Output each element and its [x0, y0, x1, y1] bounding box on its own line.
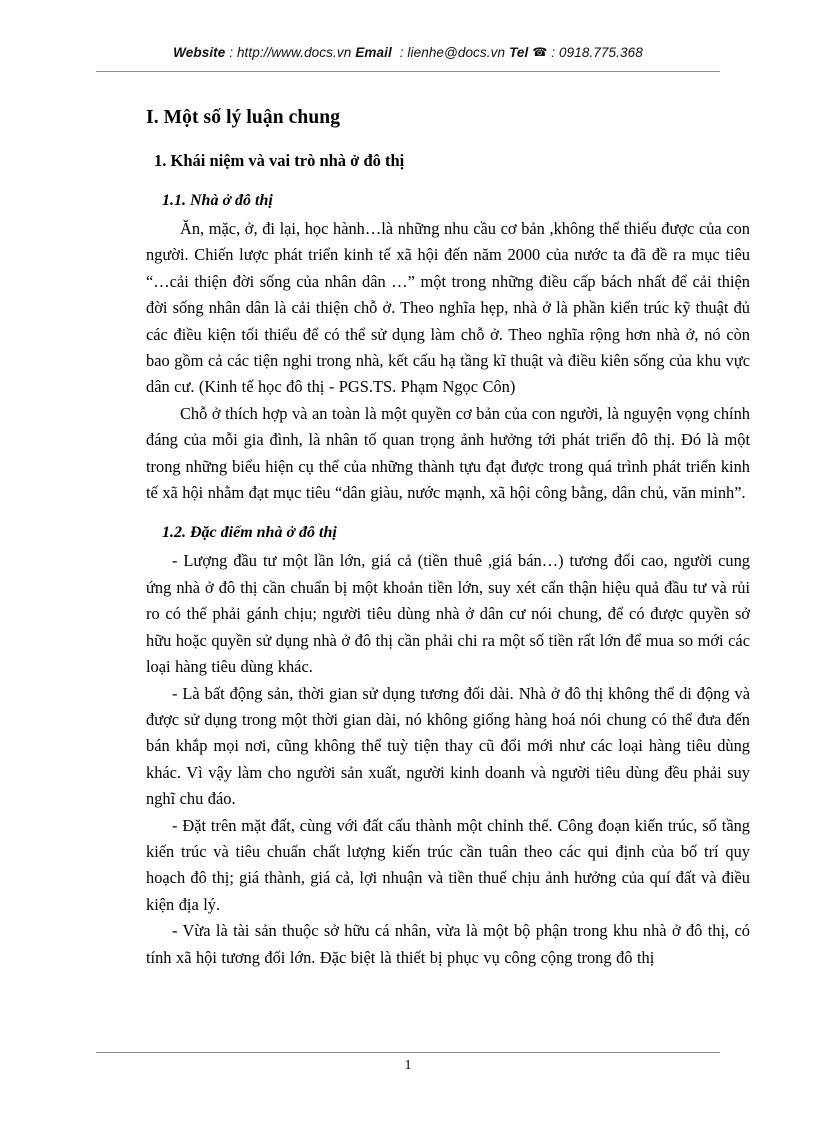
document-body	[146, 104, 750, 971]
header-website-url: http://www.docs.vn	[236, 45, 352, 60]
paragraph-2: Chỗ ở thích hợp và an toàn là một quyền cơ bản của con người, là nguyện vọng chính đáng của mỗi gia đình, là nhân tố quan trọng ảnh hưởng tới phát triển đô thị. Đó là một trong những biểu hiện cụ thể của những thành tựu đạt được trong quá trình phát triển kinh tế xã hội nhằm đạt mục tiêu “dân giàu, nước mạnh, xã hội công bằng, dân chủ, văn minh”.	[146, 403, 750, 503]
header-email-separator: :	[395, 45, 408, 60]
header-website-label: Website	[173, 45, 226, 60]
heading-1: 1. Khái niệm và vai trò nhà ở đô thị	[154, 151, 405, 170]
running-header	[96, 44, 720, 62]
header-tel-separator: :	[547, 45, 560, 60]
page-title: I. Một số lý luận chung	[146, 107, 341, 128]
paragraph-1: Ăn, mặc, ở, đi lại, học hành…là những nhu cầu cơ bản ,không thể thiếu được của con người. Chiến lược phát triển kinh tế xã hội đến năm 2000 của nước ta đã đề ra mục tiêu “…cải thiện đời sống của nhân dân …” một trong những điều cấp bách nhất để cải thiện đời sống nhân dân là cải thiện chỗ ở. Theo nghĩa hẹp, nhà ở là phần kiến trúc kỹ thuật đủ các điều kiện tối thiểu để có thể sử dụng làm chỗ ở. Theo nghĩa rộng hơn nhà ở, nó còn bao gồm cả các tiện nghi trong nhà, kết cấu hạ tầng kĩ thuật và điều kiên sống của khu vực dân cư. (Kinh tế học đô thị - PGS.TS. Phạm Ngọc Côn)	[146, 219, 750, 397]
paragraph-3: - Lượng đầu tư một lần lớn, giá cả (tiền thuê ,giá bán…) tương đối cao, người cung ứng nhà ở đô thị cần chuẩn bị một khoản tiền lớn, suy xét cẩn thận hiệu quả đầu tư và rủi ro có thể phải gánh chịu; người tiêu dùng nhà ở dân cư nói chung, để có được quyền sở hữu hoặc quyền sử dụng nhà ở đô thị cần phải chi ra một số tiền rất lớn để mua so mới các loại hàng tiêu dùng khác.	[146, 551, 750, 677]
heading-1-2: 1.2. Đặc điểm nhà ở đô thị	[162, 524, 337, 542]
telephone-icon: ☎	[532, 45, 548, 59]
header-email-value: lienhe@docs.vn	[407, 45, 506, 60]
paragraph-6: - Vừa là tài sản thuộc sở hữu cá nhân, vừa là một bộ phận trong khu nhà ở đô thị, có tính xã hội tương đối lớn. Đặc biệt là thiết bị phục vụ công cộng trong đô thị	[146, 921, 750, 967]
page-number: 1	[404, 1058, 412, 1073]
header-website-separator: :	[225, 45, 237, 60]
paragraph-4: - Là bất động sản, thời gian sử dụng tương đối dài. Nhà ở đô thị không thể di động và được sử dụng trong một thời gian dài, nó không giống hàng hoá nói chung có thể đưa đến bán khắp mọi nơi, cũng không thể tuỳ tiện thay cũ đổi mới như các loại hàng tiêu dùng khác. Vì vậy làm cho người sản xuất, người kinh doanh và người tiêu dùng đều phải suy nghĩ chu đáo.	[146, 683, 750, 809]
footer-divider	[96, 1052, 720, 1053]
paragraph-5: - Đặt trên mặt đất, cùng với đất cấu thành một chỉnh thể. Công đoạn kiến trúc, số tầng kiến trúc và tiêu chuẩn chất lượng kiến trúc cần tuân theo các qui định của bố trí quy hoạch đô thị; giá thành, giá cả, lợi nhuận và tiền thuế chịu ảnh hưởng của quí đất và điều kiện địa lý.	[146, 815, 750, 914]
heading-1-1: 1.1. Nhà ở đô thị	[162, 192, 273, 209]
header-divider	[96, 71, 720, 72]
header-tel-value: 0918.775.368	[559, 45, 643, 60]
header-tel-label: Tel	[509, 45, 529, 60]
header-contact-line	[96, 44, 720, 62]
header-email-label: Email	[355, 45, 392, 60]
